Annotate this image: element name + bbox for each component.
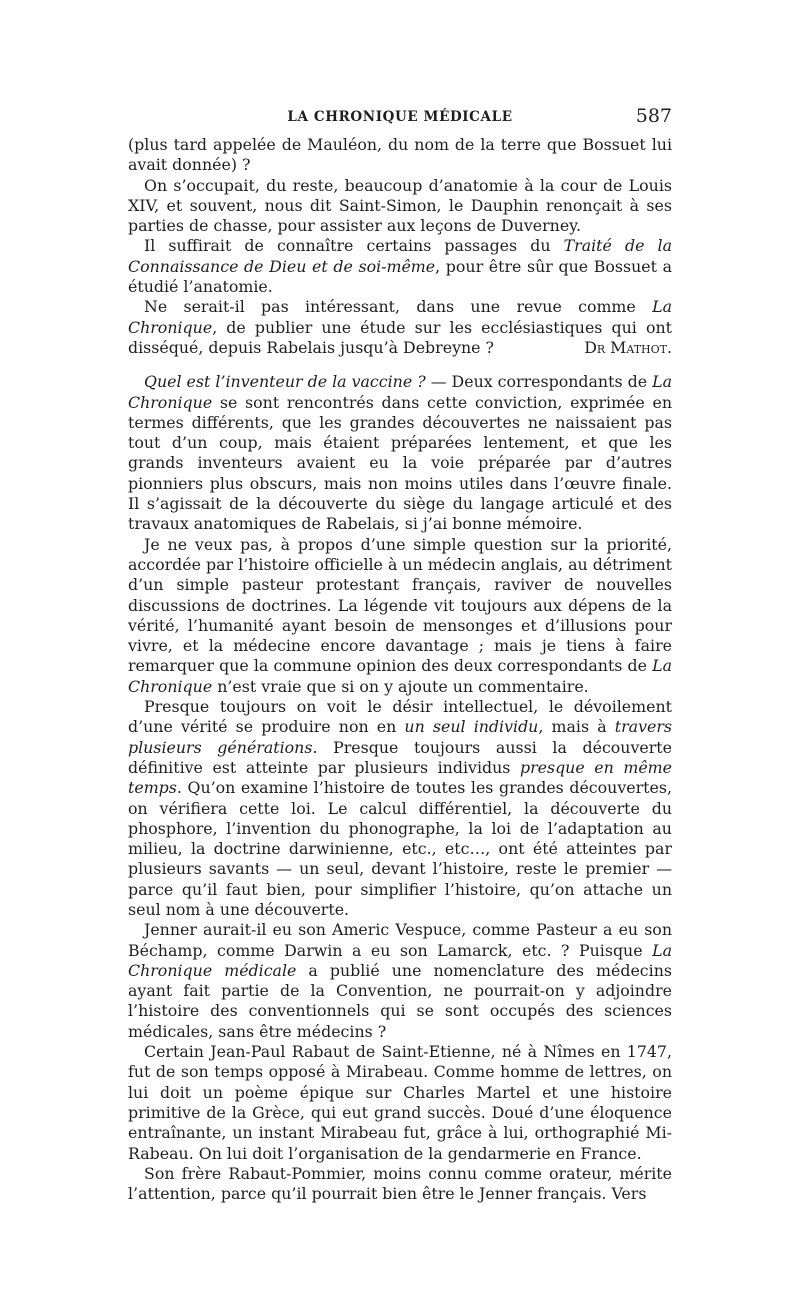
section-heading: Quel est l’inventeur de la vaccine ? [144,372,426,392]
page-header [128,105,672,135]
signature: Dr Mathot. [584,337,672,357]
body-text [128,135,672,1204]
journal-title: La Chronique [128,372,672,412]
paragraph: Il suffirait de connaître certains passages du Traité de la Connaissance de Dieu et de soi-même, pour être sûr que Bossuet a étudié l’anatomie. [128,236,672,297]
paragraph: Presque toujours on voit le désir intellectuel, le dévoilement d’une vérité se produire non en un seul individu, mais à travers plusieurs générations. Presque toujours aussi la découverte définitive est atteinte par plusieurs individus presque en même temps. Qu’on examine l’histoire de toutes les grandes découvertes, on vérifiera cette loi. Le calcul différentiel, la découverte du phosphore, l’invention du phonographe, la loi de l’adaptation au milieu, la doctrine darwinienne, etc., etc…, ont été atteintes par plusieurs savants — un seul, devant l’histoire, reste le premier — parce qu’il faut bien, pour simplifier l’histoire, qu’on attache un seul nom à une découverte. [128,697,673,919]
work-title: Traité de la Connaissance de Dieu et de soi-même [128,236,672,276]
paragraph: Ne serait-il pas intéressant, dans une revue comme La Chronique, de publier une étude sur les ecclésiastiques qui ont disséqué, depuis Rabelais jusqu’à Debreyne ? Dr Mathot. [128,297,672,357]
paragraph: Son frère Rabaut-Pommier, moins connu comme orateur, mérite l’attention, parce qu’il pourrait bien être le Jenner français. Vers [128,1163,672,1204]
journal-title: La Chronique [128,297,672,337]
paragraph: (plus tard appelée de Mauléon, du nom de la terre que Bossuet lui avait donnée) ? [128,135,672,175]
running-title: LA CHRONIQUE MÉDICALE [287,109,513,125]
paragraph: Certain Jean-Paul Rabaut de Saint-Etienne, né à Nîmes en 1747, fut de son temps opposé à Mirabeau. Comme homme de lettres, on lui doit un poème épique sur Charles Martel et une histoire primitive de la Grèce, qui eut grand succès. Doué d’une éloquence entraînante, un instant Mirabeau fut, grâce à lui, orthographié Mi-Rabeau. On lui doit l’organisation de la gendarmerie en France. [128,1042,672,1163]
paragraph: Je ne veux pas, à propos d’une simple question sur la priorité, accordée par l’histoire officielle à un médecin anglais, au détriment d’un simple pasteur protestant français, raviver de nouvelles discussions de doctrines. La légende vit toujours aux dépens de la vérité, l’humanité ayant besoin de mensonges et d’illusions pour vivre, et la médecine encore davantage ; mais je tiens à faire remarquer que la commune opinion des deux correspondants de La Chronique n’est vraie que si on y ajoute un commentaire. [128,534,672,696]
journal-title: La Chronique [128,656,672,696]
page-number: 587 [635,105,672,127]
paragraph: Jenner aurait-il eu son Americ Vespuce, comme Pasteur a eu son Béchamp, comme Darwin a eu son Lamarck, etc. ? Puisque La Chronique médicale a publié une nomenclature des médecins ayant fait partie de la Convention, ne pourrait-on y adjoindre l’histoire des conventionnels qui se sont occupés des sciences médicales, sans être médecins ? [128,920,672,1041]
paragraph: On s’occupait, du reste, beaucoup d’anatomie à la cour de Louis XIV, et souvent, nous dit Saint-Simon, le Dauphin renonçait à ses parties de chasse, pour assister aux leçons de Duverney. [128,175,672,236]
journal-title: La Chronique médicale [128,940,672,980]
paragraph: Quel est l’inventeur de la vaccine ? — Deux correspondants de La Chronique se sont rencontrés dans cette conviction, exprimée en termes différents, que les grandes découvertes ne naissaient pas tout d’un coup, mais étaient préparées lentement, et que les grands inventeurs avaient eu la voie préparée par d’autres pionniers plus obscurs, mais non moins utiles dans l’œuvre finale. Il s’agissait de la découverte du siège du langage articulé et des travaux anatomiques de Rabelais, si j’ai bonne mémoire. [128,372,672,534]
